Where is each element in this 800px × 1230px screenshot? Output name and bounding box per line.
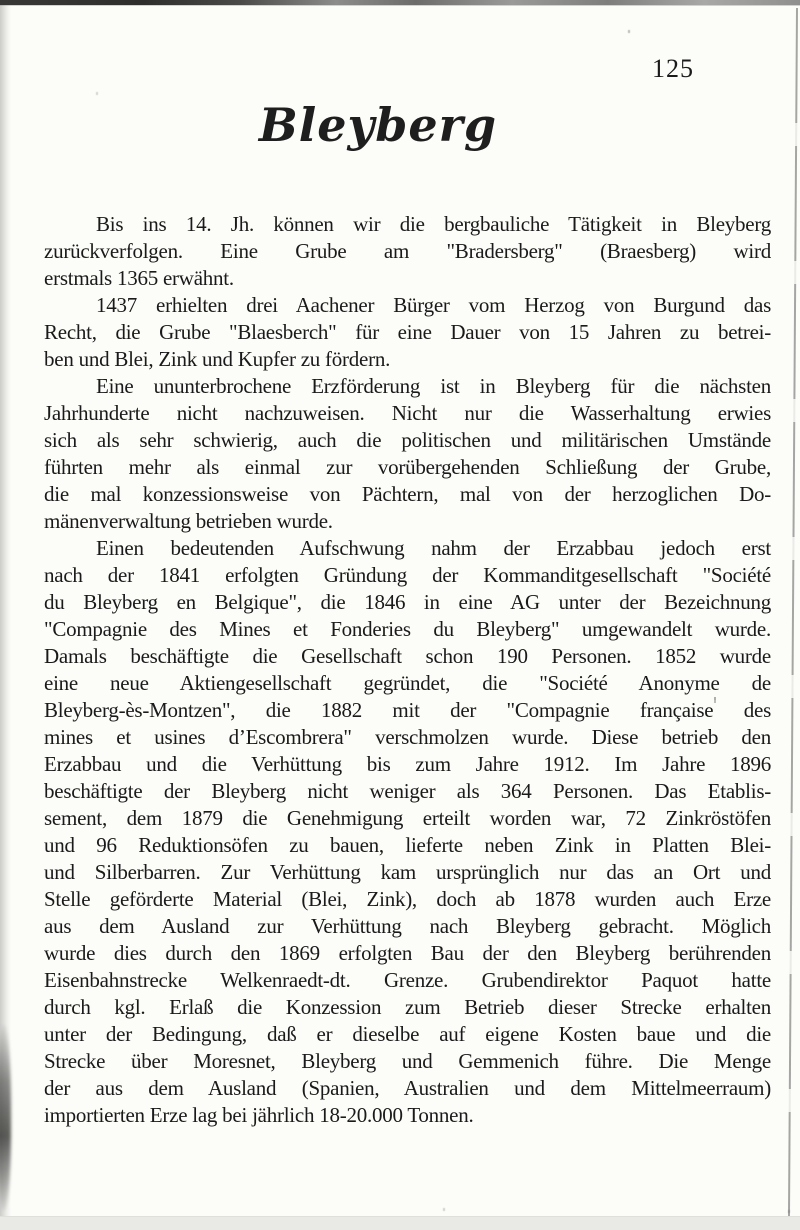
- text-line: Damals beschäftigte die Gesellschaft schon 190 Personen. 1852 wurde: [44, 644, 771, 668]
- text-line: du Bleyberg en Belgique", die 1846 in eine AG unter der Bezeichnung: [44, 590, 771, 614]
- text-line: zurückverfolgen. Eine Grube am "Bradersberg" (Braesberg) wird: [44, 239, 771, 263]
- text-line: beschäftigte der Bleyberg nicht weniger als 364 Personen. Das Etablis-: [44, 779, 771, 803]
- scan-edge-top-bar: [0, 0, 800, 6]
- text-line: die mal konzessionsweise von Pächtern, mal von der herzoglichen Do-: [44, 482, 771, 506]
- text-line: Einen bedeutenden Aufschwung nahm der Erzabbau jedoch erst: [96, 536, 771, 560]
- scan-speckle-noise: [0, 0, 2, 3]
- page-number: 125: [652, 54, 694, 83]
- text-line: Bleyberg-ès-Montzen", die 1882 mit der "Compagnie française des: [44, 698, 771, 722]
- text-line: Jahrhunderte nicht nachzuweisen. Nicht nur die Wasserhaltung erwies: [44, 401, 771, 425]
- text-line: unter der Bedingung, daß er dieselbe auf eigene Kosten baue und die: [44, 1022, 771, 1046]
- text-line: mänenverwaltung betrieben wurde.: [44, 509, 333, 533]
- text-line: durch kgl. Erlaß die Konzession zum Betrieb dieser Strecke erhalten: [44, 995, 771, 1019]
- text-line: importierten Erze lag bei jährlich 18-20.000 Tonnen.: [44, 1103, 474, 1127]
- text-line: "Compagnie des Mines et Fonderies du Bleyberg" umgewandelt wurde.: [44, 617, 771, 641]
- text-line: Strecke über Moresnet, Bleyberg und Gemmenich führe. Die Menge: [44, 1049, 771, 1073]
- text-line: und Silberbarren. Zur Verhüttung kam ursprünglich nur das an Ort und: [44, 860, 771, 884]
- scan-smudge-bottom-left: [0, 1025, 11, 1210]
- text-line: Stelle geförderte Material (Blei, Zink), doch ab 1878 wurden auch Erze: [44, 887, 771, 911]
- scan-line-right-edge: [788, 8, 798, 1226]
- text-line: wurde dies durch den 1869 erfolgten Bau der den Bleyberg berührenden: [44, 941, 771, 965]
- text-line: Eisenbahnstrecke Welkenraedt-dt. Grenze. Grubendirektor Paquot hatte: [44, 968, 771, 992]
- text-line: Bis ins 14. Jh. können wir die bergbauliche Tätigkeit in Bleyberg: [96, 212, 771, 236]
- chapter-title: Bleyberg: [258, 98, 498, 152]
- text-line: Recht, die Grube "Blaesberch" für eine Dauer von 15 Jahren zu betrei-: [44, 320, 771, 344]
- text-line: sich als sehr schwierig, auch die politischen und militärischen Umstände: [44, 428, 771, 452]
- text-line: eine neue Aktiengesellschaft gegründet, die "Société Anonyme de: [44, 671, 771, 695]
- text-line: und 96 Reduktionsöfen zu bauen, lieferte neben Zink in Platten Blei-: [44, 833, 771, 857]
- text-line: führten mehr als einmal zur vorübergehenden Schließung der Grube,: [44, 455, 771, 479]
- scan-edge-bottom-band: [0, 1216, 800, 1230]
- text-line: aus dem Ausland zur Verhüttung nach Bleyberg gebracht. Möglich: [44, 914, 771, 938]
- text-line: nach der 1841 erfolgten Gründung der Kommanditgesellschaft "Société: [44, 563, 771, 587]
- text-line: 1437 erhielten drei Aachener Bürger vom Herzog von Burgund das: [96, 293, 771, 317]
- body-text: [44, 211, 771, 1129]
- text-line: der aus dem Ausland (Spanien, Australien und dem Mittelmeerraum): [44, 1076, 771, 1100]
- text-line: Erzabbau und die Verhüttung bis zum Jahre 1912. Im Jahre 1896: [44, 752, 771, 776]
- text-line: erstmals 1365 erwähnt.: [44, 266, 234, 290]
- text-line: mines et usines d’Escombrera" verschmolzen wurde. Diese betrieb den: [44, 725, 771, 749]
- text-line: Eine ununterbrochene Erzförderung ist in Bleyberg für die nächsten: [96, 374, 771, 398]
- text-line: ben und Blei, Zink und Kupfer zu fördern.: [44, 347, 391, 371]
- text-line: sement, dem 1879 die Genehmigung erteilt worden war, 72 Zinkröstöfen: [44, 806, 771, 830]
